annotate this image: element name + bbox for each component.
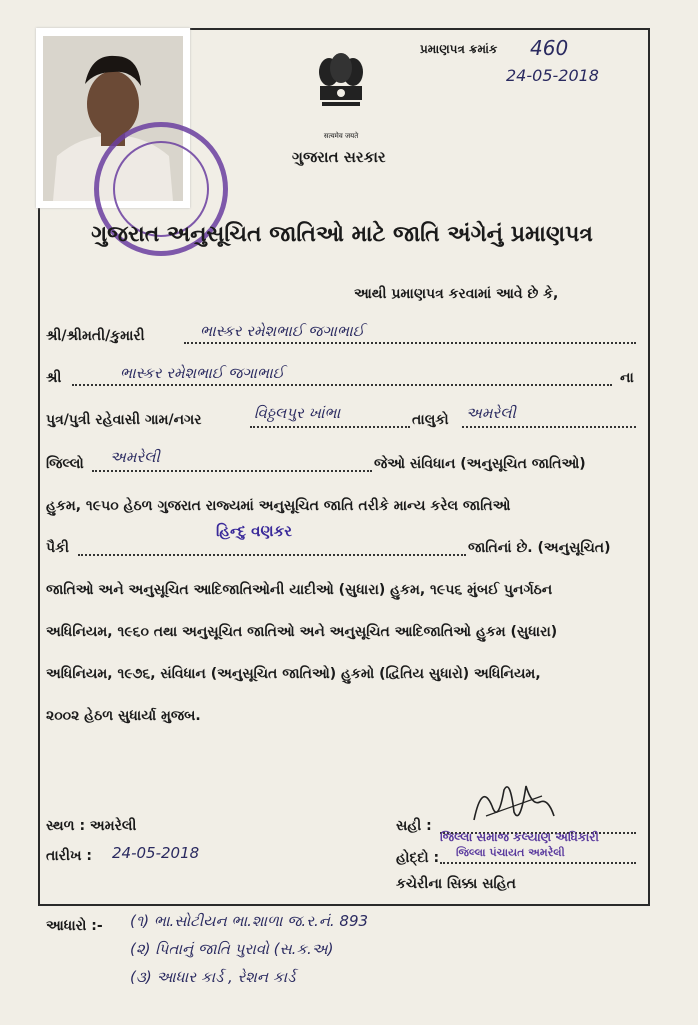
date-label: તારીખ :	[46, 848, 92, 864]
line4-tail: જેઓ સંવિધાન (અનુસૂચિત જાતિઓ)	[374, 456, 586, 472]
district-dotted-line	[92, 470, 372, 472]
name-label: શ્રી/શ્રીમતી/કુમારી	[46, 328, 145, 344]
among-label: પૈકી	[46, 540, 69, 556]
father-suffix: ના	[620, 370, 634, 386]
evidence-label: આધારો :-	[46, 918, 103, 934]
certificate-number-label: પ્રમાણપત્ર ક્રમાંક	[420, 42, 498, 56]
taluka-label: તાલુકો	[412, 412, 449, 428]
certificate-date: 24-05-2018	[506, 66, 599, 85]
certificate-title: ગુજરાત અનુસૂચિત જાતિઓ માટે જાતિ અંગેનું પ્રમાણપત્ર	[91, 222, 593, 247]
district-label: જિલ્લો	[46, 456, 84, 472]
father-label: શ્રી	[46, 370, 62, 386]
village-value: વિઠ્ઠલપુર ખાંભા	[254, 404, 341, 422]
certificate-number: 460	[530, 36, 569, 60]
line6-tail: જાતિનાં છે. (અનુસૂચિત)	[468, 540, 611, 556]
signature-label: સહી :	[396, 818, 432, 834]
date-value: 24-05-2018	[112, 844, 200, 862]
officer-stamp-line2: જિલ્લા પંચાયત અમરેલી	[456, 846, 565, 859]
designation-label: હોદ્દો :	[396, 850, 440, 866]
body-line-9: અધિનિયમ, ૧૯૭૬, સંવિધાન (અનુસૂચિત જાતિઓ) હુકમો (દ્વિતિય સુધારો) અધિનિયમ,	[46, 666, 541, 682]
national-emblem-icon	[316, 52, 366, 134]
signature-icon	[468, 776, 558, 830]
residence-label: પુત્ર/પુત્રી રહેવાસી ગામ/નગર	[46, 412, 202, 428]
designation-dotted-line	[440, 862, 636, 864]
village-dotted-line	[250, 426, 410, 428]
body-line-7: જાતિઓ અને અનુસૂચિત આદિજાતિઓની યાદીઓ (સુધારા) હુકમ, ૧૯૫૬ મુંબઈ પુનર્ગઠન	[46, 582, 553, 598]
taluka-dotted-line	[462, 426, 636, 428]
government-name: ગુજરાત સરકાર	[292, 148, 386, 166]
caste-value: હિન્દુ વણકર	[216, 522, 292, 540]
officer-stamp-line1: જિલ્લા સમાજ કલ્યાણ અધિકારી	[440, 830, 599, 844]
emblem-motto: सत्यमेव जयते	[323, 132, 359, 140]
evidence-item-3: (૩) આધાર કાર્ડ , રેશન કાર્ડ	[130, 968, 296, 986]
father-value: ભાસ્કર રમેશભાઈ જગાભાઈ	[120, 364, 285, 382]
evidence-item-2: (૨) પિતાનું જાતિ પુરાવો (સ.ક.અ)	[130, 940, 334, 958]
taluka-value: અમરેલી	[466, 404, 516, 422]
body-line-8: અધિનિયમ, ૧૯૬૦ તથા અનુસૂચિત જાતિઓ અને અનુસૂચિત આદિજાતિઓ હુકમ (સુધારા)	[46, 624, 558, 640]
name-dotted-line	[184, 342, 636, 344]
office-seal-note: કચેરીના સિક્કા સહિત	[396, 876, 516, 892]
name-value: ભાસ્કર રમેશભાઈ જગાભાઈ	[200, 322, 365, 340]
body-line-10: ૨૦૦૨ હેઠળ સુધાર્યા મુજબ.	[46, 708, 201, 724]
place-label: સ્થળ : અમરેલી	[46, 818, 137, 834]
intro-text: આથી પ્રમાણપત્ર કરવામાં આવે છે કે,	[354, 286, 559, 302]
father-dotted-line	[72, 384, 612, 386]
caste-dotted-line	[78, 554, 466, 556]
evidence-item-1: (૧) ભા.સોટીયન ભા.શાળા જ.ર.નં. 893	[130, 912, 369, 930]
district-value: અમરેલી	[110, 448, 160, 466]
body-line-5: હુકમ, ૧૯૫૦ હેઠળ ગુજરાત રાજ્યમાં અનુસૂચિત જાતિ તરીકે માન્ય કરેલ જાતિઓ	[46, 498, 511, 514]
